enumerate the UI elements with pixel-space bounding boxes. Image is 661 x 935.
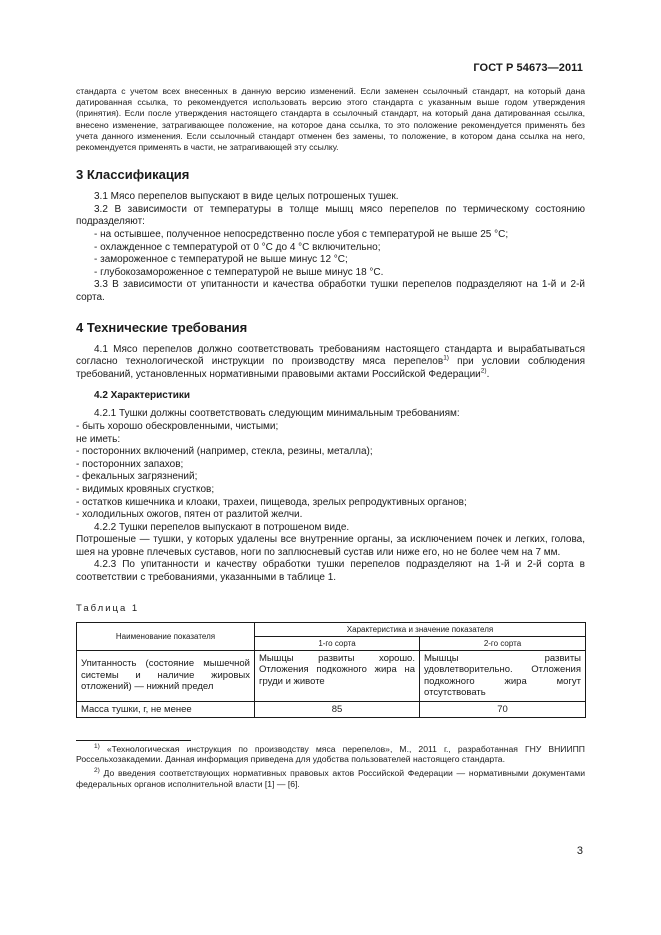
paragraph-4-1-text-c: .: [486, 368, 490, 380]
footnote-2-mark: 2): [94, 767, 100, 775]
table-header-group: Характеристика и значение показателя: [255, 622, 586, 636]
footnote-ref-2: 2): [480, 367, 487, 375]
table-cell: Масса тушки, г, не менее: [77, 701, 255, 717]
list-item: - замороженное с температурой не выше минус 12 °С;: [94, 254, 348, 266]
list-item: - на остывшее, полученное непосредственно после убоя с температурой не выше 25 °С;: [94, 229, 509, 240]
intro-paragraph: стандарта с учетом всех внесенных в данную версию изменений. Если заменен ссылочный стандарт, на который дана датированная ссылка, то рекомендуется использовать версию этого стандарта с указанным выше годом утверждения (принятия). Если после утверждения настоящего стандарта в ссылочный стандарт, на который дана датированная ссылка, внесено изменение, затрагивающее положение, на которое дана ссылка, то это положение рекомендуется применять без учета данного изменения. Если ссылочный стандарт отменен без замены, то положение, в котором дана ссылка на него, рекомендуется применять в части, не затрагивающей эту ссылку.: [76, 86, 585, 153]
table-row: [77, 650, 586, 701]
footnote-2: [76, 768, 585, 790]
line-clean: - быть хорошо обескровленными, чистыми;: [76, 420, 279, 432]
footnote-1-text: «Технологическая инструкция по производству мяса перепелов», М., 2011 г., разработанная ГНУ ВНИИПП Россельхозакадемии. Данная информация приведена для удобства пользователей настоящего стандарта.: [76, 743, 585, 765]
line-not-have: не иметь:: [76, 433, 121, 445]
paragraph-3-3: 3.3 В зависимости от упитанности и качества обработки тушки перепелов подразделяют на 1-й и 2-й сорта.: [76, 279, 585, 303]
footnote-separator: [76, 740, 191, 741]
list-item: - видимых кровяных сгустков;: [76, 483, 215, 495]
list-item: - охлажденное с температурой от 0 °С до 4 °С включительно;: [94, 241, 381, 253]
standard-code: ГОСТ Р 54673—2011: [473, 62, 583, 74]
list-item: - глубокозамороженное с температурой не выше минус 18 °С.: [94, 266, 384, 278]
paragraph-3-1: 3.1 Мясо перепелов выпускают в виде целых потрошеных тушек.: [94, 191, 399, 203]
thermal-state-list: [76, 229, 585, 279]
footnote-2-text: До введения соответствующих нормативных правовых актов Российской Федерации — нормативными документами федеральных органов исполнительной власти [1] — [6].: [76, 768, 585, 790]
paragraph-4-1: [76, 344, 585, 382]
list-item: - фекальных загрязнений;: [76, 471, 198, 483]
list-item: - посторонних запахов;: [76, 458, 184, 470]
list-item: - посторонних включений (например, стекла, резины, металла);: [76, 446, 373, 458]
table-cell: 70: [420, 701, 586, 717]
paragraph-4-1-text-b: при условии соблюдения требований, установленных нормативными правовыми актами Российской Федерации: [76, 356, 586, 380]
page-number: 3: [576, 845, 583, 857]
table-1-label: Таблица 1: [76, 602, 140, 614]
table-cell: Упитанность (состояние мышечной системы и наличие жировых отложений) — нижний предел: [77, 650, 255, 701]
table-1: [76, 622, 586, 718]
paragraph-4-1-text-a: 4.1 Мясо перепелов должно соответствовать требованиям настоящего стандарта и вырабатываться согласно технологической инструкции по производству мяса перепелов: [76, 343, 585, 368]
table-header-grade-2: 2-го сорта: [420, 636, 586, 650]
table-row: [77, 701, 586, 717]
paragraph-4-2-3: 4.2.3 По упитанности и качеству обработки тушки перепелов подразделяют на 1-й и 2-й сорта в соответствии с требованиями, указанными в таблице 1.: [76, 559, 585, 584]
list-item: - холодильных ожогов, пятен от разлитой желчи.: [76, 509, 303, 521]
footnote-1: [76, 744, 585, 766]
table-header-grade-1: 1-го сорта: [255, 636, 420, 650]
footnote-ref-1: 1): [443, 354, 449, 362]
table-cell: 85: [255, 701, 420, 717]
paragraph-4-2-2: 4.2.2 Тушки перепелов выпускают в потрошеном виде.: [94, 521, 350, 533]
page-content: [76, 86, 585, 790]
section-4-title: 4 Технические требования: [76, 319, 248, 335]
list-item: - остатков кишечника и клоаки, трахеи, пищевода, зрелых репродуктивных органов;: [76, 496, 467, 508]
section-3-title: 3 Классификация: [76, 167, 190, 183]
table-cell: Мышцы развиты хорошо. Отложения подкожного жира на груди и животе: [255, 650, 420, 701]
paragraph-4-2-1: 4.2.1 Тушки должны соответствовать следующим минимальным требованиям:: [94, 408, 460, 420]
subsection-4-2-title: 4.2 Характеристики: [94, 390, 191, 402]
table-cell: Мышцы развиты удовлетворительно. Отложения подкожного жира могут отсутствовать: [420, 650, 586, 701]
paragraph-4-2-2-definition: Потрошеные — тушки, у которых удалены все внутренние органы, за исключением почек и легких, голова, шея на уровне плечевых суставов, ноги по заплюсневый сустав или ниже его, но не более чем на 7 мм.: [76, 534, 585, 558]
table-header-name: Наименование показателя: [77, 622, 255, 650]
paragraph-3-2: 3.2 В зависимости от температуры в толще мышц мясо перепелов по термическому состоянию подразделяют:: [76, 203, 585, 228]
footnote-1-mark: 1): [94, 742, 100, 750]
not-have-list: [76, 446, 585, 522]
